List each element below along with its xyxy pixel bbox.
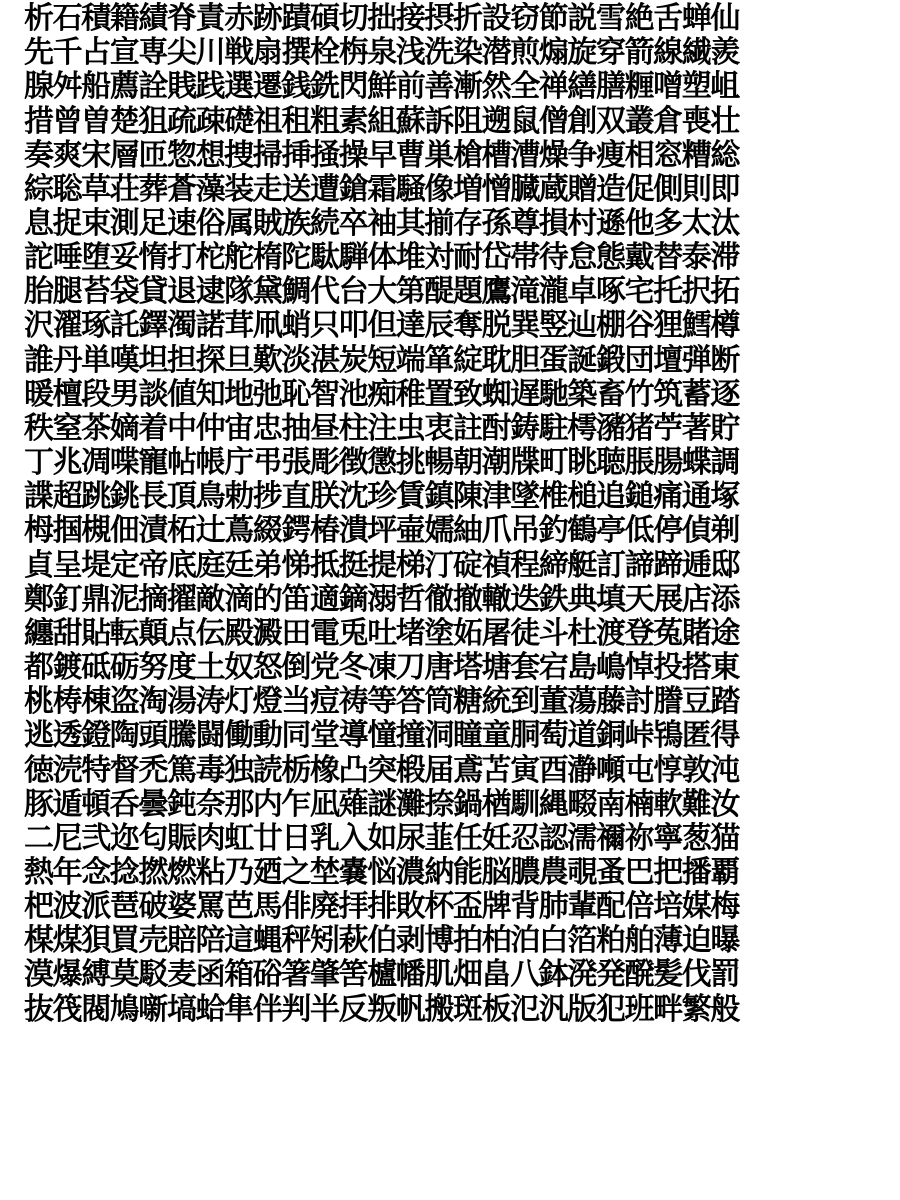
glyph-row-22: 逃透鐙陶頭騰闘働動同堂導憧撞洞瞳童胴萄道銅峠鴇匿得 (24, 719, 739, 754)
glyph-sheet (24, 2, 880, 1198)
glyph-row-8: 詑唾堕妥惰打柁舵楕陀駄騨体堆対耐岱帯待怠態戴替泰滞 (24, 241, 739, 276)
glyph-row-7: 息捉束測足速俗属賊族続卒袖其揃存孫尊損村遜他多太汰 (24, 206, 739, 242)
glyph-row-6: 綜聡草荘葬蒼藻装走送遭鎗霜騒像増憎臓蔵贈造促側則即 (24, 172, 739, 207)
glyph-row-2: 先千占宣専尖川戦扇撰栓栴泉浅洗染潜煎煽旋穿箭線繊羨 (24, 36, 739, 71)
glyph-row-20: 都鍍砥砺努度土奴怒倒党冬凍刀唐塔塘套宕島嶋悼投搭東 (24, 650, 739, 686)
glyph-row-10: 沢濯琢託鐸濁諾茸凧蛸只叩但達辰奪脱巽竪辿棚谷狸鱈樽 (24, 309, 739, 344)
glyph-row-26: 熱年念捻撚燃粘乃廼之埜嚢悩濃納能脳膿農覗蚤巴把播覇 (24, 855, 739, 890)
glyph-row-14: 丁兆凋喋寵帖帳庁弔張彫徴懲挑暢朝潮牒町眺聴脹腸蝶調 (24, 446, 739, 481)
glyph-row-11: 誰丹単嘆坦担探旦歎淡湛炭短端箪綻耽胆蛋誕鍛団壇弾断 (24, 343, 739, 378)
glyph-row-23: 徳涜特督禿篤毒独読栃橡凸突椴届鳶苫寅酉瀞噸屯惇敦沌 (24, 753, 739, 788)
glyph-row-24: 豚遁頓呑曇鈍奈那内乍凪薙謎灘捺鍋楢馴縄畷南楠軟難汝 (24, 787, 739, 822)
glyph-row-9: 胎腿苔袋貸退逮隊黛鯛代台大第醍題鷹滝瀧卓啄宅托択拓 (24, 275, 739, 310)
glyph-row-29: 漠爆縛莫駁麦函箱硲箸肇筈櫨幡肌畑畠八鉢溌発醗髪伐罰 (24, 958, 739, 993)
glyph-row-27: 杷波派琶破婆罵芭馬俳廃拝排敗杯盃牌背肺輩配倍培媒梅 (24, 890, 739, 925)
glyph-row-1: 析石積籍績脊責赤跡蹟碩切拙接摂折設窃節説雪絶舌蝉仙 (24, 2, 739, 37)
glyph-row-3: 腺舛船薦詮賎践選遷銭銑閃鮮前善漸然全禅繕膳糎噌塑岨 (24, 70, 739, 105)
glyph-row-15: 諜超跳銚長頂鳥勅捗直朕沈珍賃鎮陳津墜椎槌追鎚痛通塚 (24, 480, 739, 515)
glyph-row-30: 抜筏閥鳩噺塙蛤隼伴判半反叛帆搬斑板氾汎版犯班畔繁般 (24, 992, 739, 1027)
glyph-row-19: 纏甜貼転顛点伝殿澱田電兎吐堵塗妬屠徒斗杜渡登菟賭途 (24, 616, 739, 651)
glyph-row-28: 楳煤狽買売賠陪這蝿秤矧萩伯剥博拍柏泊白箔粕舶薄迫曝 (24, 924, 739, 959)
glyph-row-4: 措曾曽楚狙疏疎礎祖租粗素組蘇訴阻遡鼠僧創双叢倉喪壮 (24, 104, 739, 139)
glyph-row-13: 秩窒茶嫡着中仲宙忠抽昼柱注虫衷註酎鋳駐樗瀦猪苧著貯 (24, 411, 739, 446)
glyph-row-16: 栂掴槻佃漬柘辻蔦綴鍔椿潰坪壷嬬紬爪吊釣鶴亭低停偵剃 (24, 514, 739, 549)
glyph-row-21: 桃梼棟盗淘湯涛灯燈当痘祷等答筒糖統到董蕩藤討謄豆踏 (24, 685, 739, 720)
glyph-row-18: 鄭釘鼎泥摘擢敵滴的笛適鏑溺哲徹撤轍迭鉄典填天展店添 (24, 582, 739, 617)
glyph-row-17: 貞呈堤定帝底庭廷弟悌抵挺提梯汀碇禎程締艇訂諦蹄逓邸 (24, 548, 739, 583)
glyph-row-5: 奏爽宋層匝惣想捜掃挿掻操早曹巣槍槽漕燥争痩相窓糟総 (24, 138, 739, 173)
glyph-row-25: 二尼弐迩匂賑肉虹廿日乳入如尿韮任妊忍認濡禰祢寧葱猫 (24, 821, 739, 856)
glyph-row-12: 暖檀段男談値知地弛恥智池痴稚置致蜘遅馳築畜竹筑蓄逐 (24, 377, 739, 412)
